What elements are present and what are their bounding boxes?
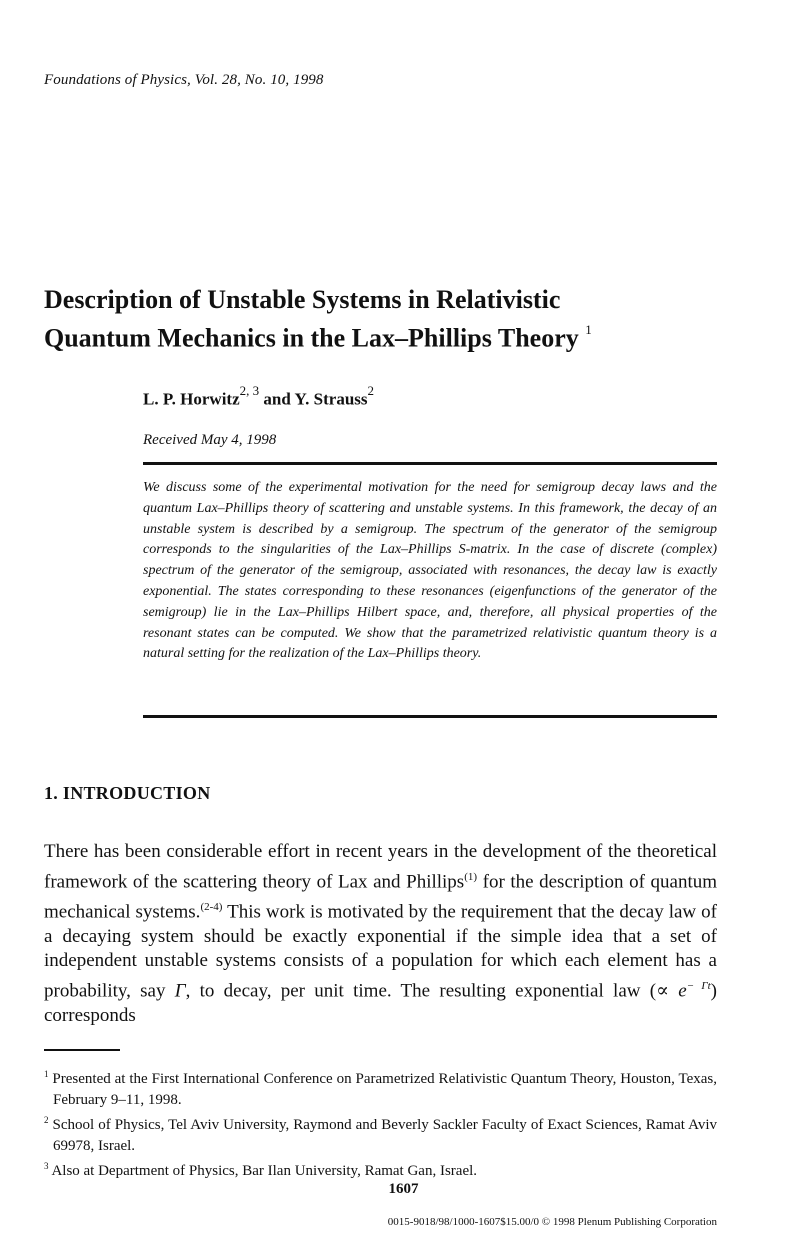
title-line-1: Description of Unstable Systems in Relativistic [44,285,561,314]
author-1-affiliation-marks: 2, 3 [239,383,260,398]
footnote-2-text: School of Physics, Tel Aviv University, Raymond and Beverly Sackler Faculty of Exact Sciences, Ramat Aviv 69978, Israel. [52,1117,718,1154]
abstract-top-rule [143,462,717,465]
proportional-symbol: ∝ [656,980,669,1002]
author-1: L. P. Horwitz [143,389,240,409]
footnote-3-mark: 3 [44,1161,49,1172]
abstract: We discuss some of the experimental motivation for the need for semigroup decay laws and the quantum Lax–Phillips theory of scattering and unstable systems. In this framework, the decay of an unstable system is described by a semigroup. The spectrum of the generator of the semigroup corresponds to the singularities of the Lax–Phillips S-matrix. In the case of discrete (complex) spectrum of the generator of the semigroup, associated with resonances, the decay law is exactly exponential. The states corresponding to these resonances (eigenfunctions of the generator of the semigroup) lie in the Lax–Phillips Hilbert space, and, therefore, all physical properties of the resonant states can be computed. We show that the parametrized relativistic quantum theory is a natural setting for the realization of the Lax–Phillips theory. [143,480,717,662]
author-2: Y. Strauss [294,389,368,409]
title-line-2-text: Quantum Mechanics in the Lax–Phillips Theory [44,323,579,353]
footnote-2 [44,1110,717,1156]
page-number: 1607 [388,1181,419,1197]
copyright-symbol: © [541,1216,551,1228]
citation-2-4: (2-4) [200,900,223,913]
copyright-text: 1998 Plenum Publishing Corporation [552,1216,717,1228]
author-conjunction: and [263,389,291,409]
footnote-1 [44,1064,717,1110]
footnote-rule [44,1049,120,1051]
gamma-symbol: Γ [174,980,186,1002]
footnote-2-mark: 2 [44,1115,49,1126]
intro-text-4: , to decay, per unit time. The resulting exponential law ( [185,980,657,1002]
title-line-2 [44,316,744,355]
intro-text-5: ) corresponds [44,980,717,1027]
received-date: Received May 4, 1998 [143,432,277,448]
section-heading: 1. INTRODUCTION [44,783,211,803]
footnote-1-text: Presented at the First International Conference on Parametrized Relativistic Quantum Theory, Houston, Texas, February 9–11, 1998. [52,1071,717,1108]
intro-text-2: for the description of quantum mechanical systems. [44,871,717,923]
footnote-3 [44,1156,717,1182]
footnote-3-text: Also at Department of Physics, Bar Ilan University, Ramat Gan, Israel. [51,1163,478,1180]
intro-text-3: This work is motivated by the requirement that the decay law of a decaying system should be exactly exponential if the simple idea that a set of independent unstable systems consists of a population for which each element has a probability, say [44,901,717,1002]
footnote-1-mark: 1 [44,1069,49,1079]
footnotes [44,1064,717,1182]
copyright-line [388,1216,717,1228]
journal-citation: Foundations of Physics, Vol. 28, No. 10, 1998 [44,72,324,88]
citation-1: (1) [464,870,478,883]
paper-title [44,283,744,355]
exp-base: e [678,980,687,1002]
author-list [143,383,375,410]
intro-paragraph [44,840,717,1029]
exp-power: − Γt [686,980,711,993]
abstract-bottom-rule [143,715,717,718]
title-footnote-mark: 1 [585,322,592,337]
author-2-affiliation-marks: 2 [367,383,375,398]
copyright-code: 0015-9018/98/1000-1607$15.00/0 [387,1216,540,1228]
intro-text-1: There has been considerable effort in recent years in the development of the theoretical framework of the scattering theory of Lax and Phillips [44,841,717,893]
